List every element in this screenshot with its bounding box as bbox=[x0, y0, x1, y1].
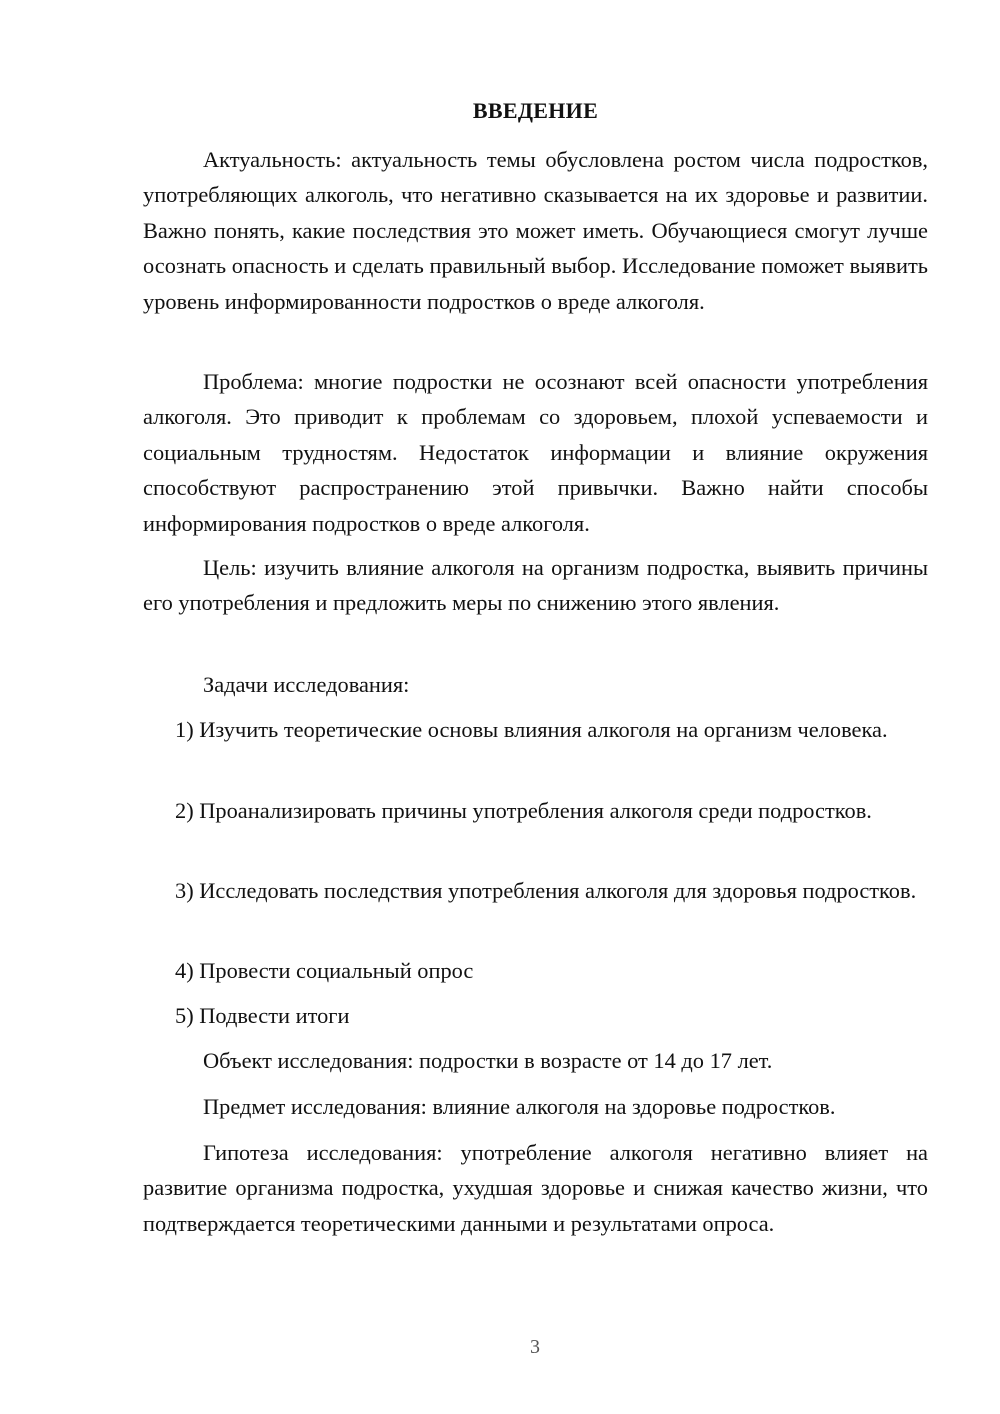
hypothesis-paragraph: Гипотеза исследования: употребление алкоголя негативно влияет на развитие организма подростка, ухудшая здоровье и снижая качество жизни, что подтверждается теоретическими данными и результатами опроса. bbox=[143, 1140, 928, 1236]
task-item-5: 5) Подвести итоги bbox=[175, 1003, 350, 1028]
relevance-paragraph: Актуальность: актуальность темы обусловлена ростом числа подростков, употребляющих алкоголь, что негативно сказывается на их здоровье и развитии. Важно понять, какие последствия это может иметь. Обучающиеся смогут лучше осознать опасность и сделать правильный выбор. Исследование поможет выявить уровень информированности подростков о вреде алкоголя. bbox=[143, 147, 928, 314]
page-number: 3 bbox=[530, 1336, 540, 1358]
task-item-2: 2) Проанализировать причины употребления алкоголя среди подростков. bbox=[175, 798, 872, 823]
object-paragraph: Объект исследования: подростки в возрасте от 14 до 17 лет. bbox=[203, 1048, 773, 1073]
task-item-3: 3) Исследовать последствия употребления алкоголя для здоровья подростков. bbox=[175, 878, 917, 903]
task-item-4: 4) Провести социальный опрос bbox=[175, 958, 474, 983]
task-item-1: 1) Изучить теоретические основы влияния алкоголя на организм человека. bbox=[175, 717, 888, 742]
subject-paragraph: Предмет исследования: влияние алкоголя на здоровье подростков. bbox=[203, 1094, 836, 1119]
goal-paragraph: Цель: изучить влияние алкоголя на организм подростка, выявить причины его употребления и предложить меры по снижению этого явления. bbox=[143, 555, 928, 616]
problem-paragraph: Проблема: многие подростки не осознают всей опасности употребления алкоголя. Это приводит к проблемам со здоровьем, плохой успеваемости и социальным трудностям. Недостаток информации и влияние окружения способствуют распространению этой привычки. Важно найти способы информирования подростков о вреде алкоголя. bbox=[143, 369, 928, 536]
page-title: ВВЕДЕНИЕ bbox=[472, 98, 599, 123]
tasks-heading: Задачи исследования: bbox=[203, 672, 410, 697]
